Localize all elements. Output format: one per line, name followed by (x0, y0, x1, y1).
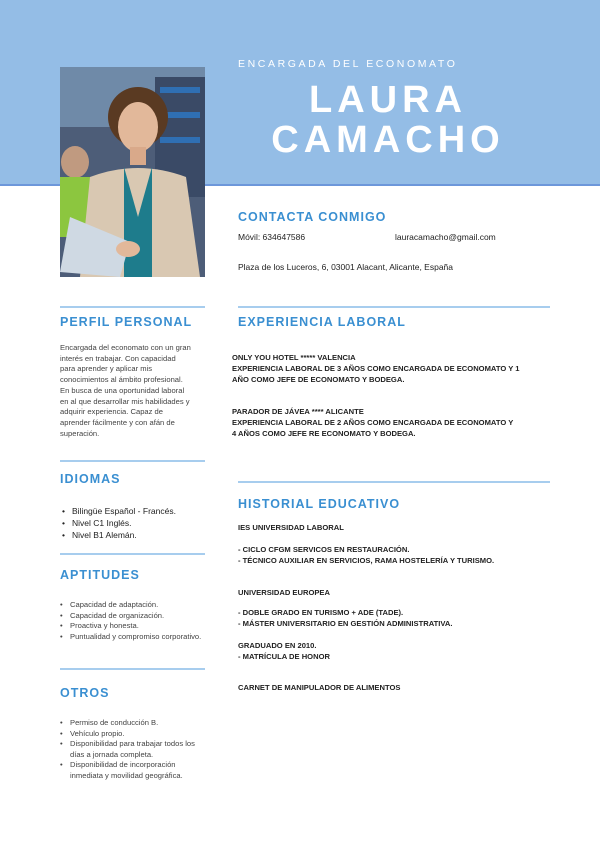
language-item: • Bilingüe Español - Francés. (62, 505, 176, 517)
profile-line: aprender fácilmente y con afán de (60, 417, 175, 427)
contact-phone: Móvil: 634647586 (238, 232, 306, 242)
skill-item: • Proactiva y honesta. (60, 621, 210, 632)
language-item: • Nivel B1 Alemán. (62, 529, 176, 541)
education-section-title: HISTORIAL EDUCATIVO (238, 497, 401, 511)
languages-list (62, 505, 176, 541)
experience-job-1 (232, 352, 562, 386)
other-item: • Disponibilidad para trabajar todos los días a jornada completa. (60, 739, 205, 760)
education-item: - MÁSTER UNIVERSITARIO EN GESTIÓN ADMINISTRATIVA. (238, 619, 453, 629)
education-block (238, 682, 568, 693)
education-item: - TÉCNICO AUXILIAR EN SERVICIOS, RAMA HOSTELERÍA Y TURISMO. (238, 556, 495, 566)
languages-rule (60, 460, 205, 462)
profile-line: Encargada del economato con un gran (60, 343, 191, 352)
education-school: IES UNIVERSIDAD LABORAL (238, 523, 344, 532)
others-rule (60, 668, 205, 670)
languages-section-title: IDIOMAS (60, 472, 121, 486)
job-1-employer: ONLY YOU HOTEL ***** VALENCIA (232, 353, 356, 362)
education-block (238, 544, 568, 566)
language-item: • Nivel C1 Inglés. (62, 517, 176, 529)
skill-item: • Capacidad de organización. (60, 611, 210, 622)
education-rule (238, 481, 550, 483)
experience-job-2 (232, 406, 562, 440)
profile-line: en al que desarrollar mis habilidades y (60, 396, 190, 406)
profile-line: conocimientos al ámbito profesional. (60, 375, 183, 385)
other-item: • Vehículo propio. (60, 729, 205, 740)
experience-section-title: EXPERIENCIA LABORAL (238, 315, 406, 329)
job-1-description: EXPERIENCIA LABORAL DE 3 AÑOS COMO ENCARGADA DE ECONOMATO Y 1 (232, 364, 520, 374)
contact-email[interactable]: lauracamacho@gmail.com (395, 232, 496, 242)
education-block (238, 587, 568, 598)
education-school: UNIVERSIDAD EUROPEA (238, 588, 330, 597)
skills-rule (60, 553, 205, 555)
other-item: • Disponibilidad de incorporación inmediata y movilidad geográfica. (60, 760, 205, 781)
education-item: CARNET DE MANIPULADOR DE ALIMENTOS (238, 683, 401, 692)
job-title: ENCARGADA DEL ECONOMATO (238, 58, 458, 70)
profile-line: superación. (60, 428, 100, 438)
education-block (238, 607, 568, 629)
last-name: CAMACHO (271, 119, 505, 161)
skills-list (60, 600, 210, 642)
other-item: • Permiso de conducción B. (60, 718, 205, 729)
others-list (60, 718, 205, 781)
others-section-title: OTROS (60, 686, 110, 700)
profile-line: En busca de una oportunidad laboral (60, 385, 185, 395)
education-item: - CICLO CFGM SERVICOS EN RESTAURACIÓN. (238, 545, 410, 554)
profile-line: adquirir experiencia. Capaz de (60, 407, 163, 417)
job-1-description: AÑO COMO JEFE DE ECONOMATO Y BODEGA. (232, 375, 405, 385)
contact-address: Plaza de los Luceros, 6, 03001 Alacant, Alicante, España (238, 262, 454, 272)
profile-section-title: PERFIL PERSONAL (60, 315, 193, 329)
education-block (238, 640, 568, 662)
education-item: GRADUADO EN 2010. (238, 641, 317, 650)
skills-section-title: APTITUDES (60, 568, 140, 582)
experience-rule (238, 306, 550, 308)
profile-photo (60, 67, 205, 277)
profile-line: para aprender y aplicar mis (60, 364, 153, 374)
skill-item: • Puntualidad y compromiso corporativo. (60, 632, 210, 643)
full-name (268, 80, 508, 160)
profile-text (60, 343, 210, 439)
job-2-description: EXPERIENCIA LABORAL DE 2 AÑOS COMO ENCARGADA DE ECONOMATO Y (232, 418, 514, 428)
profile-line: interés en trabajar. Con capacidad (60, 353, 176, 363)
contact-section-title: CONTACTA CONMIGO (238, 210, 387, 224)
profile-rule (60, 306, 205, 308)
job-2-employer: PARADOR DE JÁVEA **** ALICANTE (232, 407, 364, 416)
skill-item: • Capacidad de adaptación. (60, 600, 210, 611)
education-block (238, 522, 568, 533)
first-name: LAURA (309, 79, 467, 121)
job-2-description: 4 AÑOS COMO JEFE RE ECONOMATO Y BODEGA. (232, 429, 416, 439)
education-item: - MATRÍCULA DE HONOR (238, 652, 330, 662)
education-item: - DOBLE GRADO EN TURISMO + ADE (TADE). (238, 608, 404, 617)
